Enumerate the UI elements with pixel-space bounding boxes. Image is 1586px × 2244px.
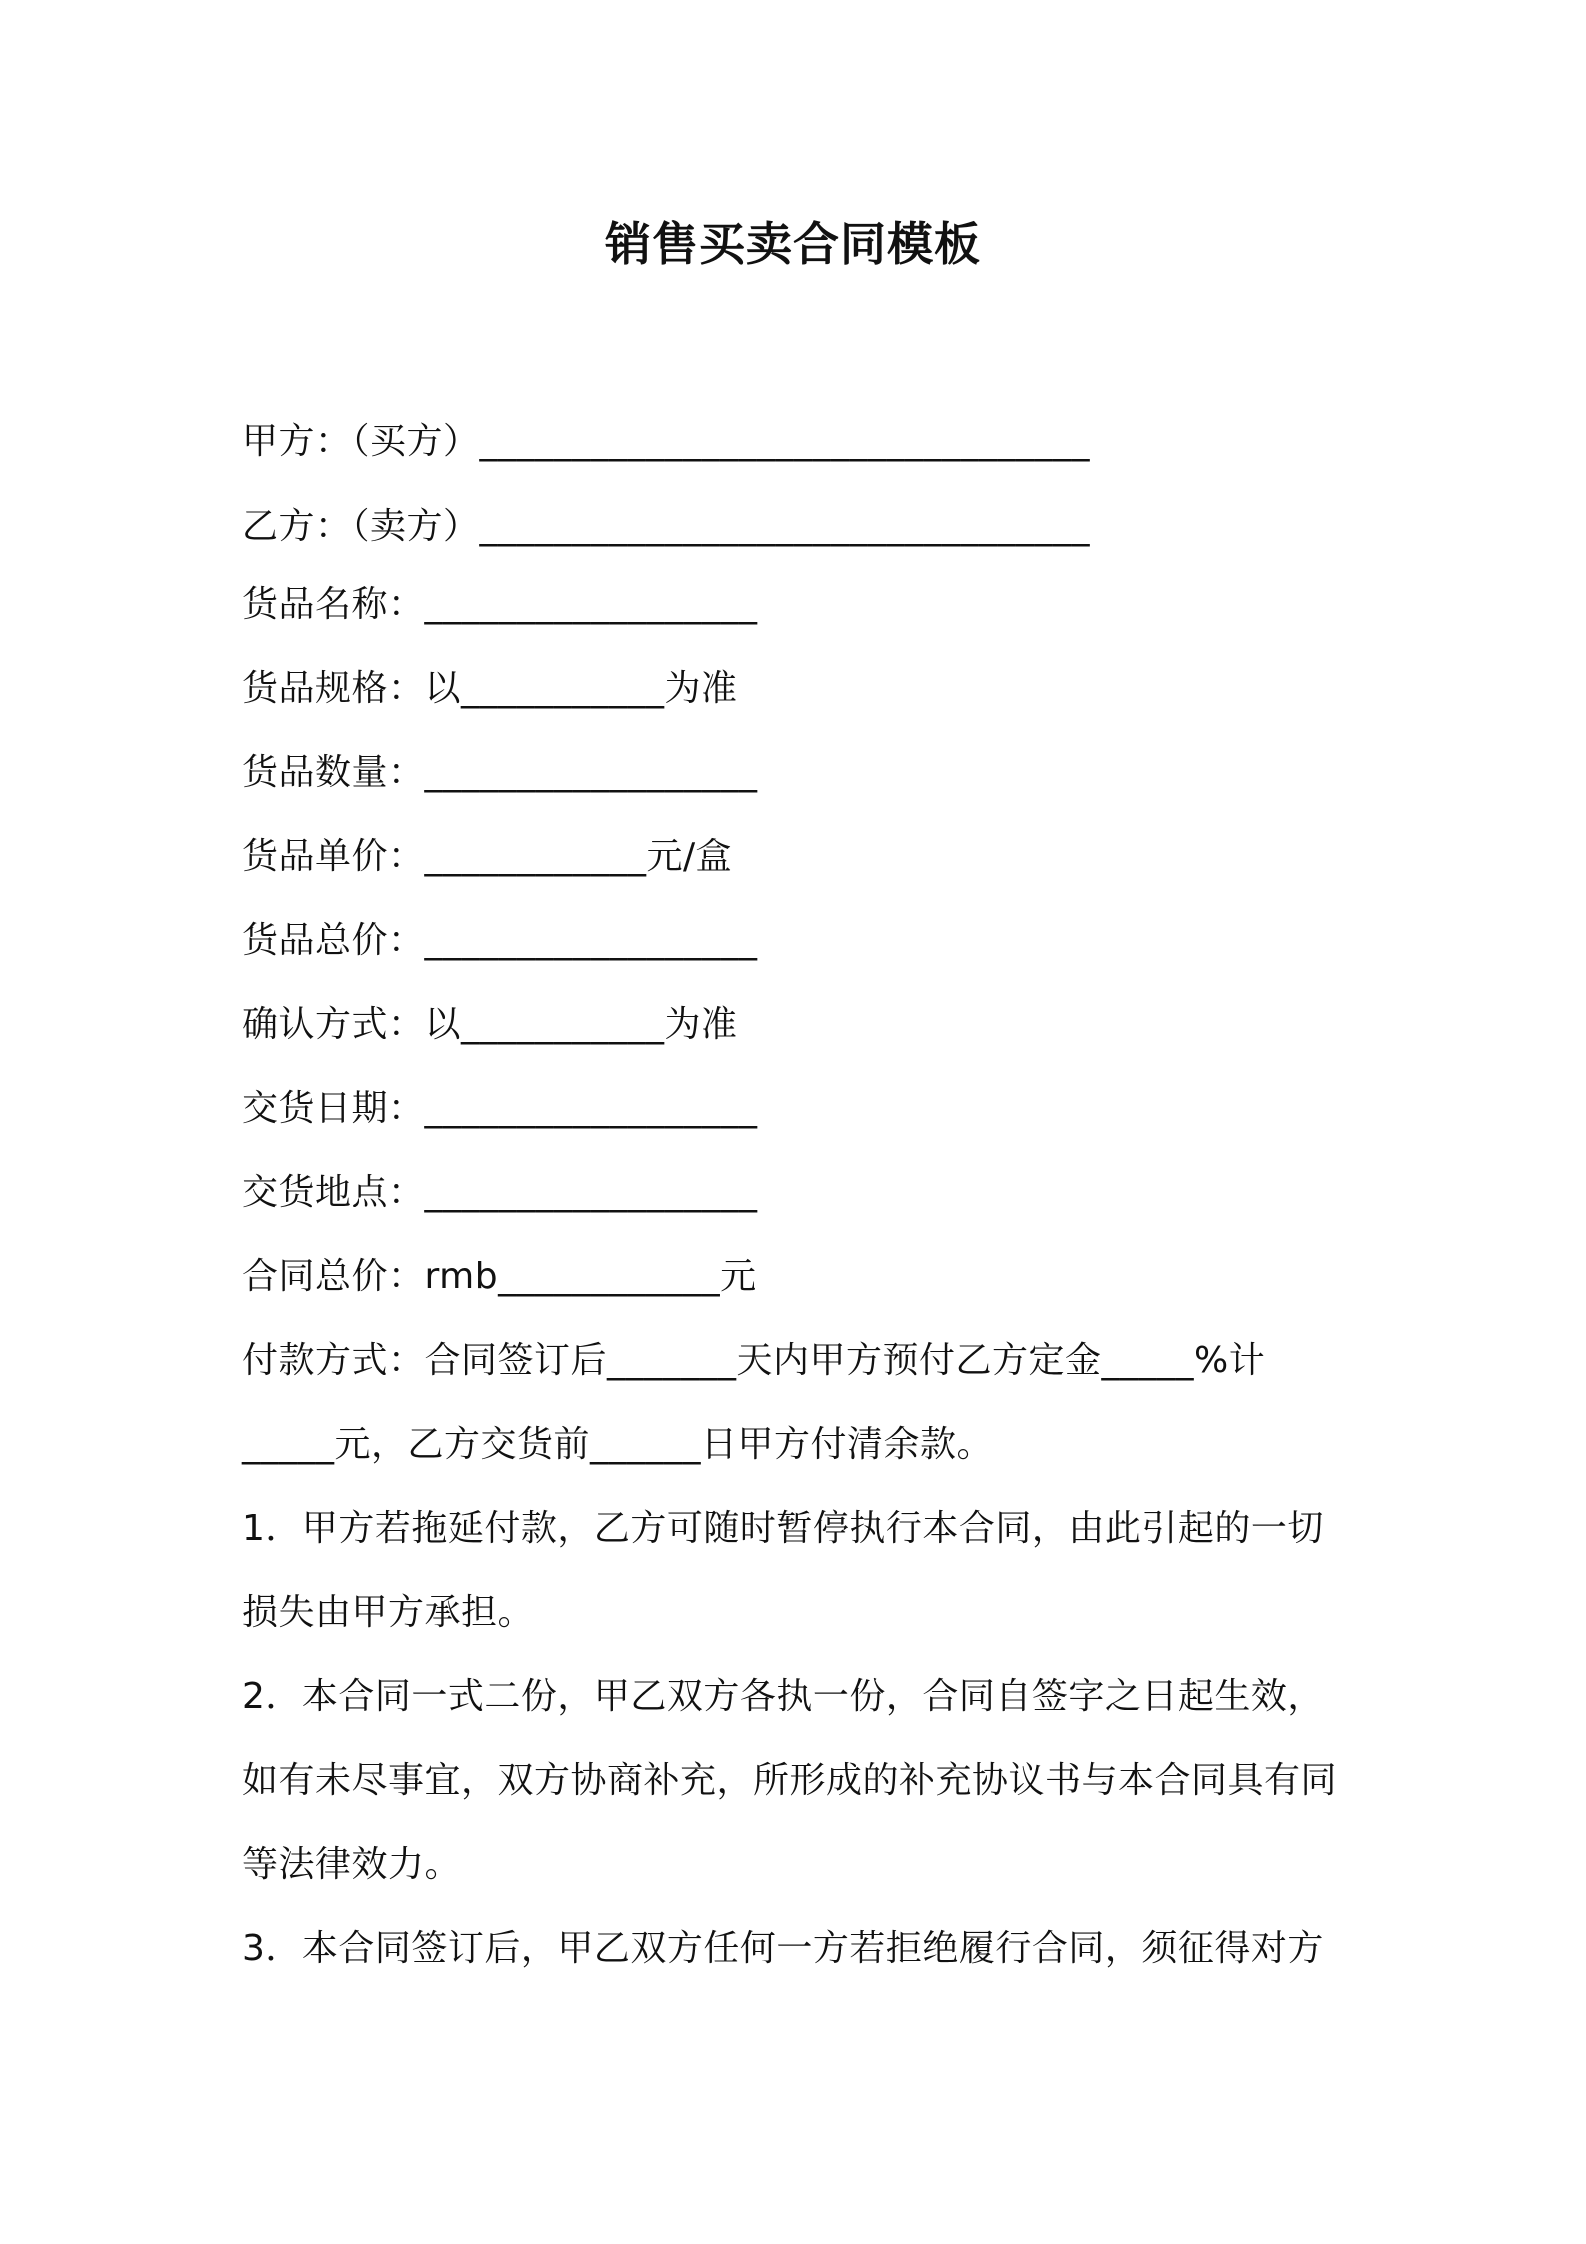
goods-spec-line: 货品规格：以___________为准 (242, 668, 738, 709)
delivery-location-line: 交货地点：__________________ (242, 1172, 758, 1213)
clause-2-continued-line: 如有未尽事宜，双方协商补充，所形成的补充协议书与本合同具有同 (242, 1760, 1338, 1801)
clause-1-continued-line: 损失由甲方承担。 (242, 1592, 535, 1633)
document-title: 销售买卖合同模板 (605, 217, 981, 271)
contract-total-line: 合同总价：rmb____________元 (242, 1256, 757, 1297)
clause-3-line: 3．本合同签订后，甲乙双方任何一方若拒绝履行合同，须征得对方 (242, 1928, 1324, 1969)
payment-method-line: 付款方式：合同签订后_______天内甲方预付乙方定金_____%计 (242, 1340, 1266, 1381)
party-a-line: 甲方：（买方）_________________________________ (242, 421, 1091, 462)
clause-2-line: 2．本合同一式二份，甲乙双方各执一份，合同自签字之日起生效， (242, 1676, 1324, 1717)
clause-1-line: 1．甲方若拖延付款，乙方可随时暂停执行本合同，由此引起的一切 (242, 1508, 1324, 1549)
goods-unit-price-line: 货品单价：____________元/盒 (242, 836, 733, 877)
delivery-date-line: 交货日期：__________________ (242, 1088, 758, 1129)
goods-quantity-line: 货品数量：__________________ (242, 752, 758, 793)
confirmation-method-line: 确认方式：以___________为准 (242, 1004, 738, 1045)
goods-total-price-line: 货品总价：__________________ (242, 920, 758, 961)
payment-method-continued-line: _____元，乙方交货前______日甲方付清余款。 (242, 1424, 994, 1465)
party-b-line: 乙方：（卖方）_________________________________ (242, 506, 1091, 547)
goods-name-line: 货品名称：__________________ (242, 584, 758, 625)
clause-2-continued-line-2: 等法律效力。 (242, 1844, 462, 1885)
